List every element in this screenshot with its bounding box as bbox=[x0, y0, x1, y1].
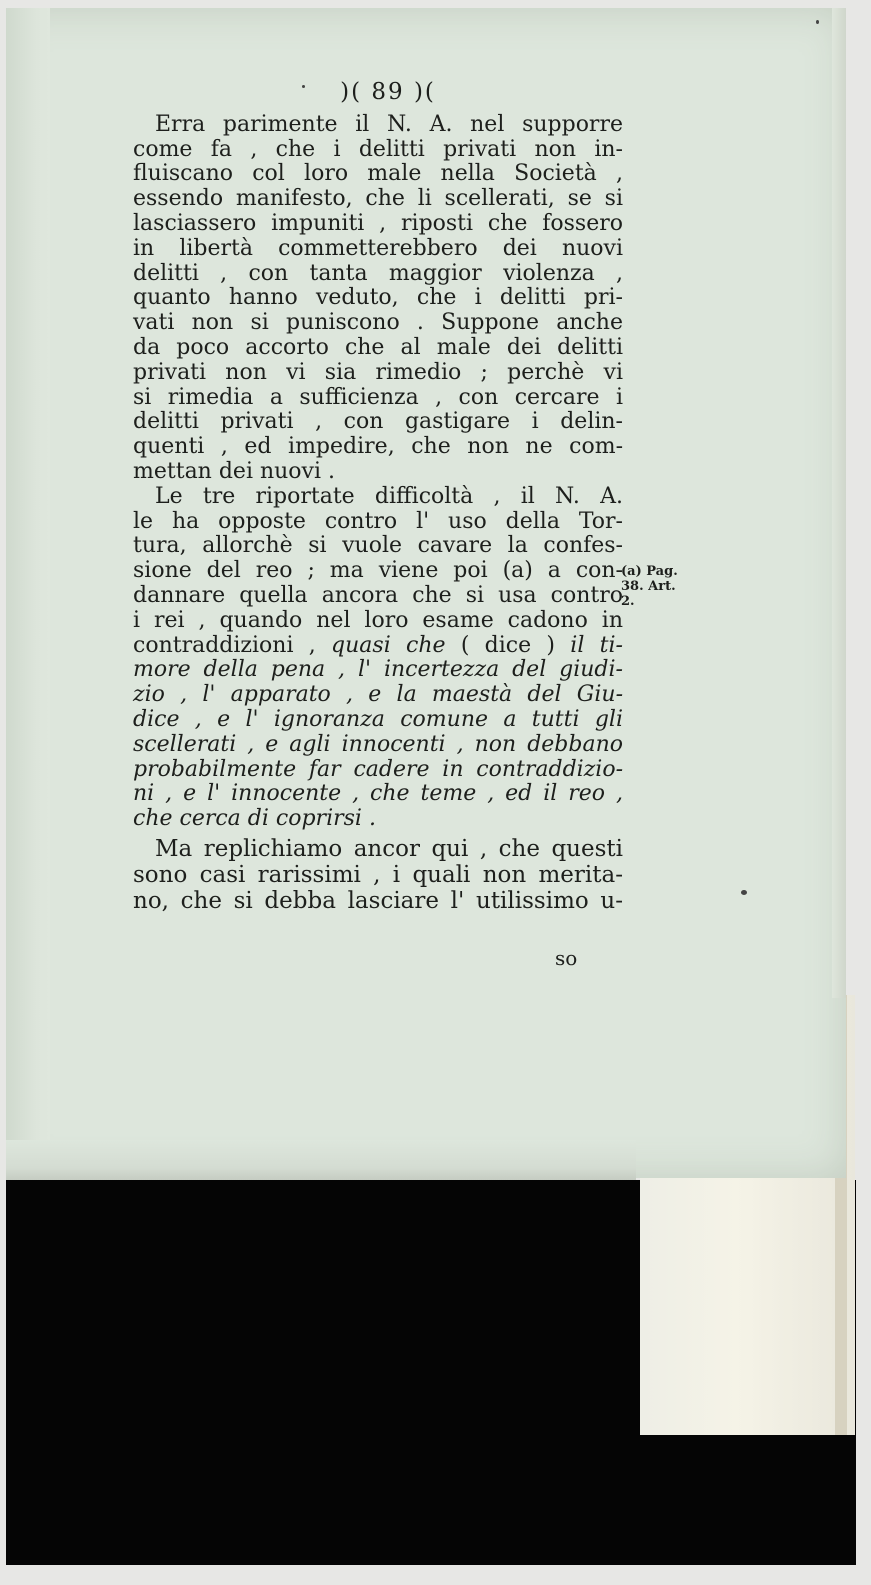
paper-speck bbox=[302, 85, 305, 88]
text-line: no, che si debba lasciare l' utilissimo u- bbox=[133, 887, 623, 914]
text-italic: quasi che bbox=[331, 632, 446, 658]
text-line: privati non vi sia rimedio ; perchè vi bbox=[133, 359, 623, 385]
text-line: Ma replichiamo ancor qui , che questi bbox=[155, 835, 623, 862]
text-line: sione del reo ; ma viene poi (a) a con- bbox=[133, 558, 623, 584]
paper-speck bbox=[816, 20, 819, 24]
text-line-italic: more della pena , l' incertezza del giudi- bbox=[133, 657, 623, 683]
text-line-italic: scellerati , e agli innocenti , non debbano bbox=[133, 731, 623, 757]
text-italic: il ti- bbox=[570, 632, 623, 658]
page-number-header: )( 89 )( bbox=[340, 79, 436, 105]
margin-note bbox=[621, 564, 678, 609]
text-line-italic: che cerca di coprirsi . bbox=[133, 806, 376, 832]
text-paren: ( dice ) bbox=[460, 632, 555, 658]
text-line: da poco accorto che al male dei delitti bbox=[133, 334, 623, 360]
text-line: essendo manifesto, che li scellerati, se si bbox=[133, 186, 623, 212]
text-line: delitti , con tanta maggior violenza , bbox=[133, 260, 623, 286]
text-line: delitti privati , con gastigare i delin- bbox=[133, 409, 623, 435]
text-line: i rei , quando nel loro esame cadono in bbox=[133, 607, 623, 633]
paper-speck bbox=[741, 890, 747, 895]
text-line: dannare quella ancora che si usa contro bbox=[133, 582, 623, 608]
text-line: come fa , che i delitti privati non in- bbox=[133, 136, 623, 162]
page-right-edge bbox=[832, 8, 846, 998]
text-line: Erra parimente il N. A. nel supporre bbox=[155, 111, 623, 137]
text-line: fluiscano col loro male nella Società , bbox=[133, 161, 623, 187]
margin-note-line: 38. Art. bbox=[621, 579, 676, 594]
text-line: sono casi rarissimi , i quali non merita- bbox=[133, 861, 623, 888]
page-gutter bbox=[6, 8, 50, 1178]
text-line: in libertà commetterebbero dei nuovi bbox=[133, 235, 623, 261]
paragraph-2 bbox=[133, 485, 623, 832]
text-line: quenti , ed impedire, che non ne com- bbox=[133, 434, 623, 460]
text-line-italic: ni , e l' innocente , che teme , ed il reo , bbox=[133, 781, 623, 807]
text-line: Le tre riportate difficoltà , il N. A. bbox=[155, 483, 623, 509]
text-line-italic: dice , e l' ignoranza comune a tutti gli bbox=[133, 706, 623, 732]
page-bottom-edge bbox=[6, 1140, 636, 1180]
page-text bbox=[133, 80, 623, 914]
text-line-italic: zio , l' apparato , e la maestà del Giu- bbox=[133, 682, 623, 708]
text-line-mixed bbox=[133, 634, 623, 659]
text-line: mettan dei nuovi . bbox=[133, 458, 336, 484]
text-line: le ha opposte contro l' uso della Tor- bbox=[133, 508, 623, 534]
paragraph-3 bbox=[133, 836, 623, 914]
text-line-italic: probabilmente far cadere in contraddizio- bbox=[133, 756, 623, 782]
text-line: si rimedia a sufficienza , con cercare i bbox=[133, 384, 623, 410]
margin-note-line: (a) Pag. bbox=[621, 564, 678, 579]
catchword: so bbox=[555, 946, 578, 970]
text-line: lasciassero impuniti , riposti che fossero bbox=[133, 210, 623, 236]
margin-note-line: 2. bbox=[621, 594, 635, 609]
text-line: quanto hanno veduto, che i delitti pri- bbox=[133, 285, 623, 311]
paragraph-1 bbox=[133, 113, 623, 485]
text-roman: contraddizioni , bbox=[133, 632, 316, 658]
text-line: vati non si puniscono . Suppone anche bbox=[133, 310, 623, 336]
text-line: tura, allorchè si vuole cavare la confes- bbox=[133, 533, 623, 559]
